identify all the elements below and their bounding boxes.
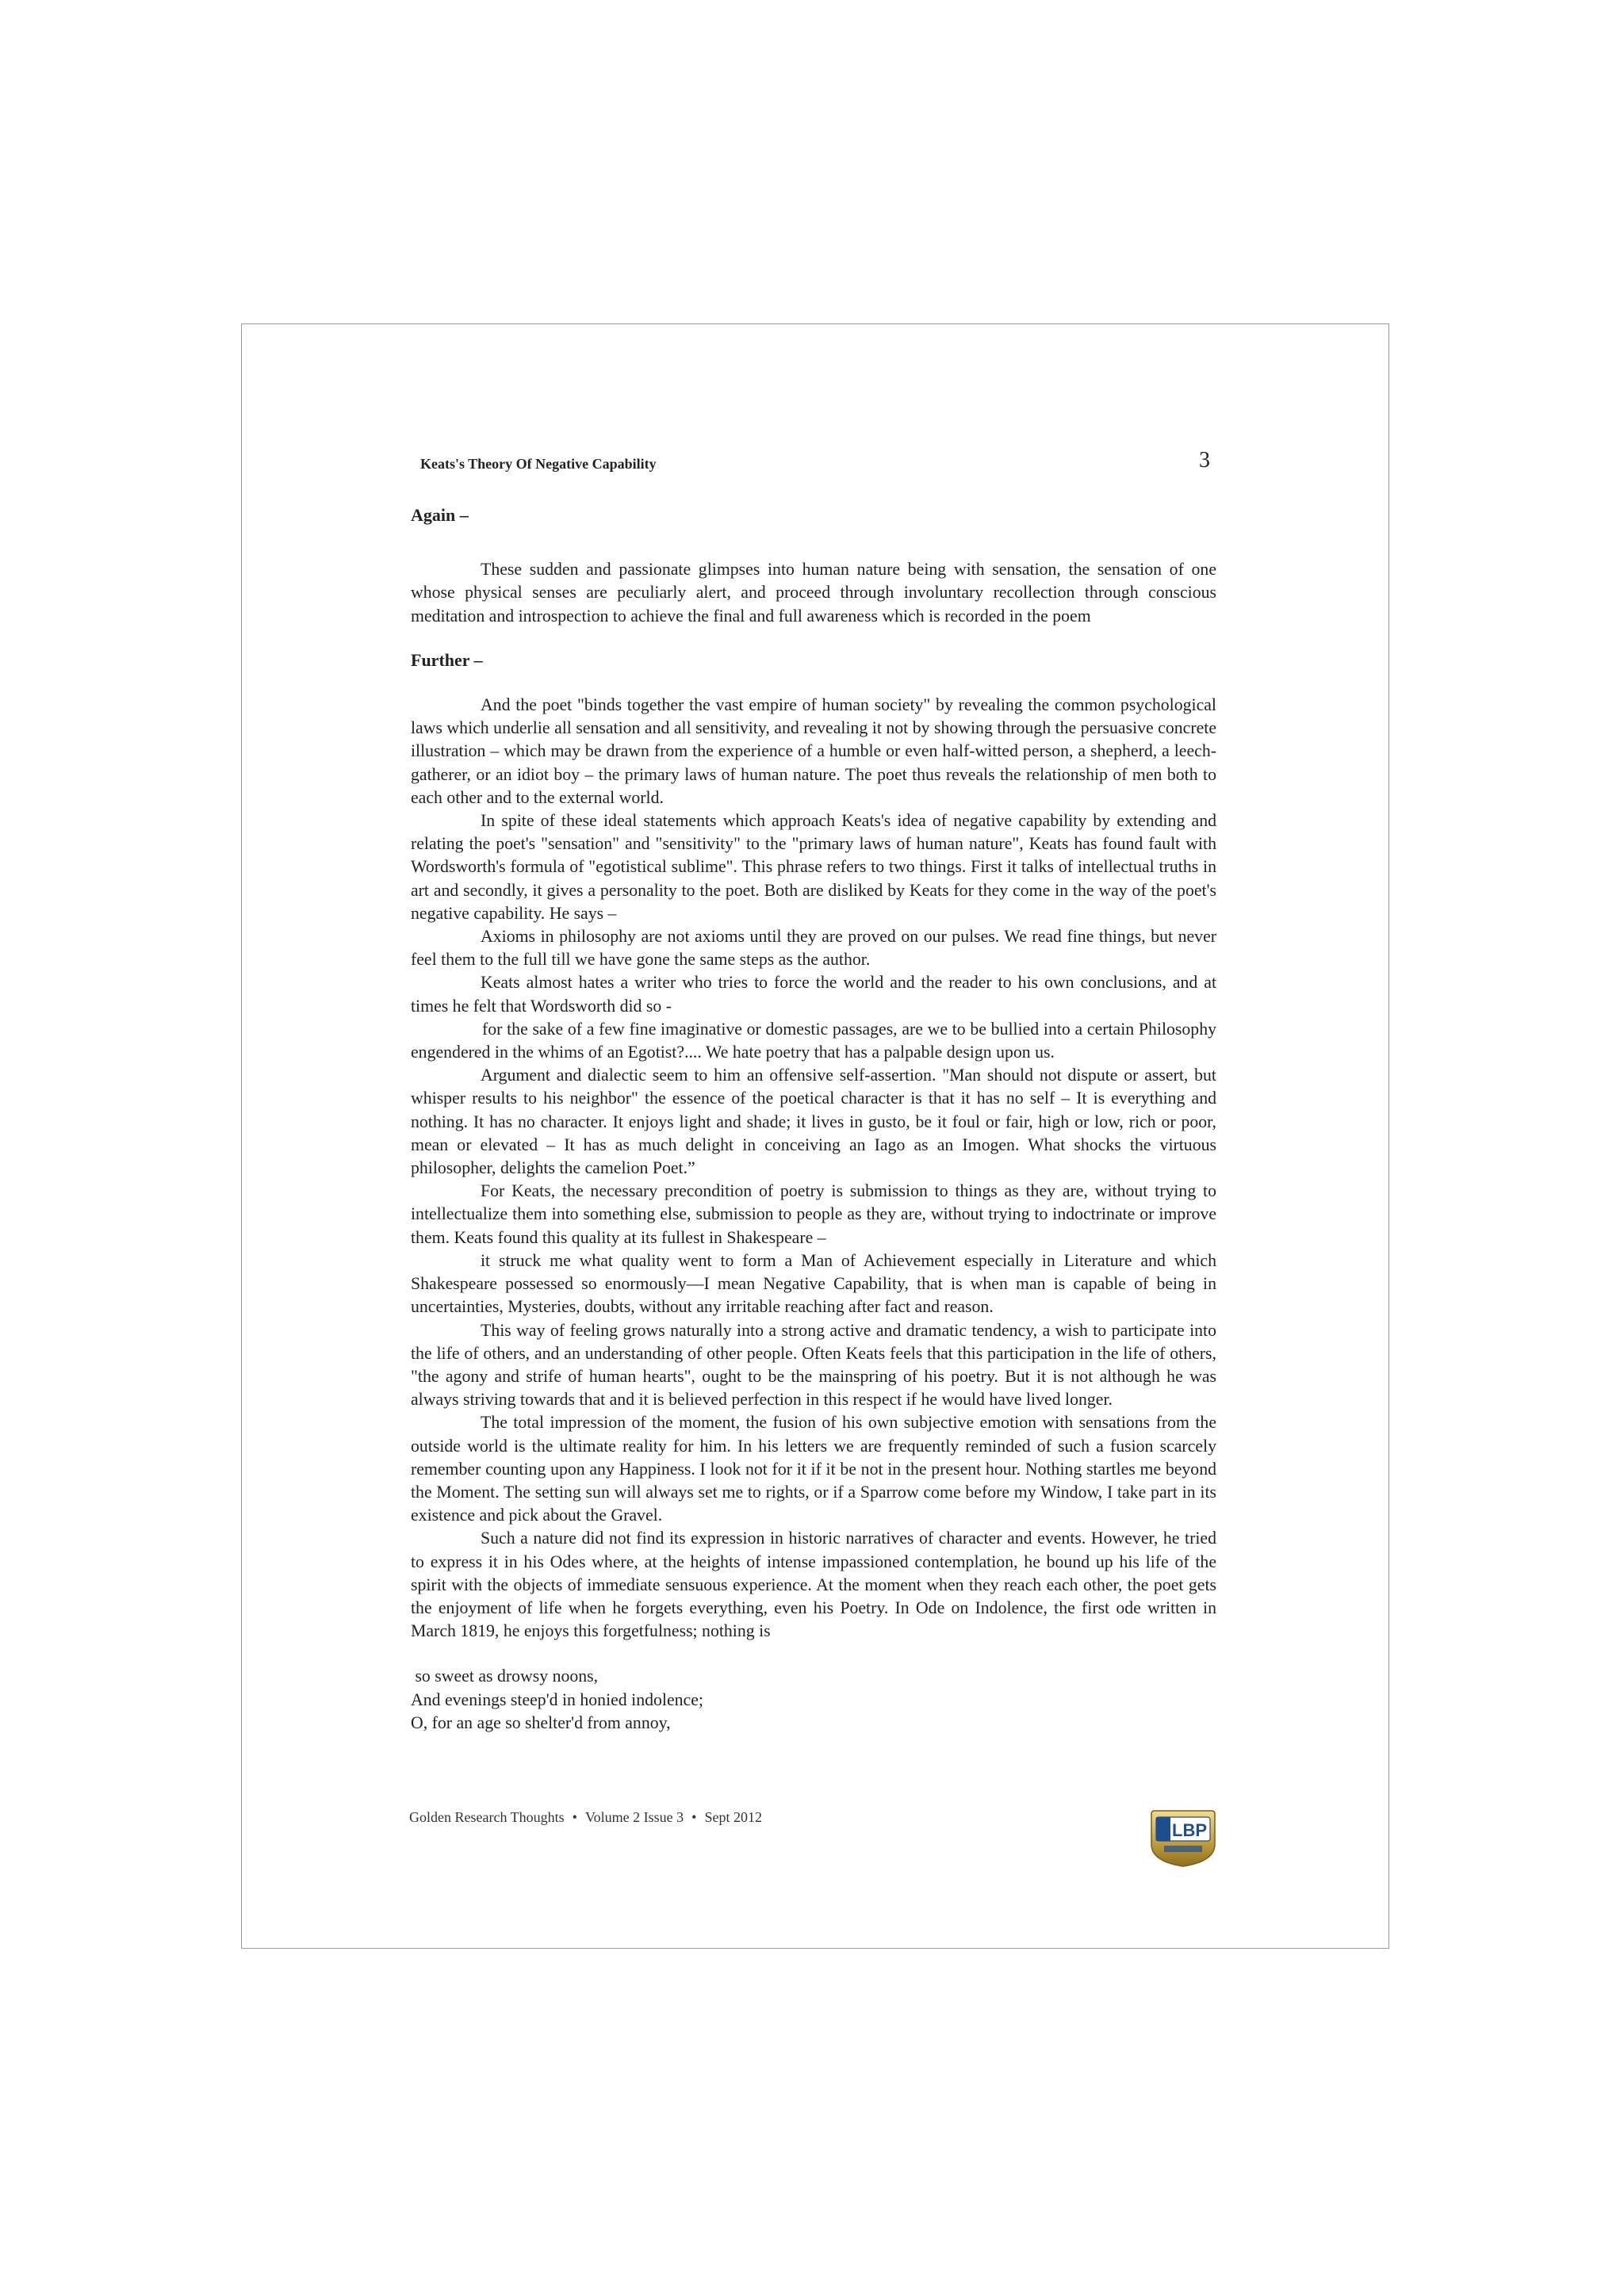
footer-separator: •: [691, 1809, 697, 1825]
lbp-logo: [1148, 1809, 1218, 1868]
paragraph: In spite of these ideal statements which approach Keats's idea of negative capability by extending and relating the poet's "sensation" and "sensitivity" to the "primary laws of human nature", Keats has found fault with Wordsworth's formula of "egotistical sublime". This phrase refers to two things. First it talks of intellectual truths in art and secondly, it gives a personality to the poet. Both are disliked by Keats for they come in the way of the poet's negative capability. He says –: [411, 811, 1216, 923]
footer-volume: Volume 2 Issue 3: [584, 1809, 684, 1825]
logo-text: LBP: [1172, 1820, 1207, 1840]
page-number: 3: [1199, 448, 1210, 473]
quote-paragraph: for the sake of a few fine imaginative or domestic passages, are we to be bullied into a certain Philosophy engendered in the whims of an Egotist?.... We hate poetry that has a palpable design upon us.: [411, 1019, 1216, 1062]
paragraph-again: These sudden and passionate glimpses into human nature being with sensation, the sensation of one whose physical senses are peculiarly alert, and proceed through involuntary recollection through conscious meditation and introspection to achieve the final and full awareness which is recorded in the poem: [411, 560, 1216, 626]
verse-line: so sweet as drowsy noons,: [411, 1667, 599, 1686]
verse-line: And evenings steep'd in honied indolence;: [411, 1689, 703, 1709]
article-body: [411, 503, 1216, 1735]
quote-paragraph: it struck me what quality went to form a Man of Achievement especially in Literature and which Shakespeare possessed so enormously—I mean Negative Capability, that is when man is capable of being in uncertainties, Mysteries, doubts, without any irritable reaching after fact and reason.: [411, 1250, 1216, 1317]
paragraph: The total impression of the moment, the fusion of his own subjective emotion with sensations from the outside world is the ultimate reality for him. In his letters we are frequently reminded of such a fusion scarcely remember counting upon any Happiness. I look not for it if it be not in the present hour. Nothing startles me beyond the Moment. The setting sun will always set me to rights, or if a Sparrow come before my Window, I take part in its existence and pick about the Gravel.: [411, 1413, 1216, 1525]
section-heading-further: Further –: [411, 649, 483, 670]
paragraph: For Keats, the necessary precondition of poetry is submission to things as they are, without trying to intellectualize them into something else, submission to people as they are, without trying to indoctrinate or improve them. Keats found this quality at its fullest in Shakespeare –: [411, 1181, 1216, 1247]
running-header-title: Keats's Theory Of Negative Capability: [420, 456, 657, 472]
footer-separator: •: [572, 1809, 577, 1825]
paragraph: And the poet "binds together the vast empire of human society" by revealing the common psychological laws which underlie all sensation and all sensitivity, and revealing it not by showing through the persuasive concrete illustration – which may be drawn from the experience of a humble or even half-witted person, a shepherd, a leech-gatherer, or an idiot boy – the primary laws of human nature. The poet thus reveals the relationship of men both to each other and to the external world.: [411, 695, 1216, 807]
paragraph: Argument and dialectic seem to him an offensive self-assertion. "Man should not dispute or assert, but whisper results to his neighbor" the essence of the poetical character is that it has no self – It is everything and nothing. It has no character. It enjoys light and shade; it lives in gusto, be it foul or fair, high or low, rich or poor, mean or elevated – It has as much delight in conceiving an Iago as an Imogen. What shocks the virtuous philosopher, delights the camelion Poet.”: [411, 1066, 1216, 1178]
footer-citation: [409, 1809, 762, 1826]
paragraph: Such a nature did not find its expression in historic narratives of character and events. However, he tried to express it in his Odes where, at the heights of intense impassioned contemplation, he bound up his life of the spirit with the objects of immediate sensuous experience. At the moment when they reach each other, the poet gets the enjoyment of life when he forgets everything, even his Poetry. In Ode on Indolence, the first ode written in March 1819, he enjoys this forgetfulness; nothing is: [411, 1529, 1216, 1641]
footer-date: Sept 2012: [704, 1809, 762, 1825]
footer-journal: Golden Research Thoughts: [409, 1809, 565, 1825]
paragraph: This way of feeling grows naturally into a strong active and dramatic tendency, a wish to participate into the life of others, and an understanding of other people. Often Keats feels that this participation in the life of others, "the agony and strife of human hearts", ought to be the mainspring of his poetry. But it is not although he was always striving towards that and it is believed perfection in this respect if he would have lived longer.: [411, 1320, 1216, 1410]
paragraph: Keats almost hates a writer who tries to force the world and the reader to his own conclusions, and at times he felt that Wordsworth did so -: [411, 973, 1216, 1016]
section-heading-again: Again –: [411, 505, 469, 525]
verse-line: O, for an age so shelter'd from annoy,: [411, 1712, 671, 1732]
quote-paragraph: Axioms in philosophy are not axioms until they are proved on our pulses. We read fine things, but never feel them to the full till we have gone the same steps as the author.: [411, 927, 1216, 970]
